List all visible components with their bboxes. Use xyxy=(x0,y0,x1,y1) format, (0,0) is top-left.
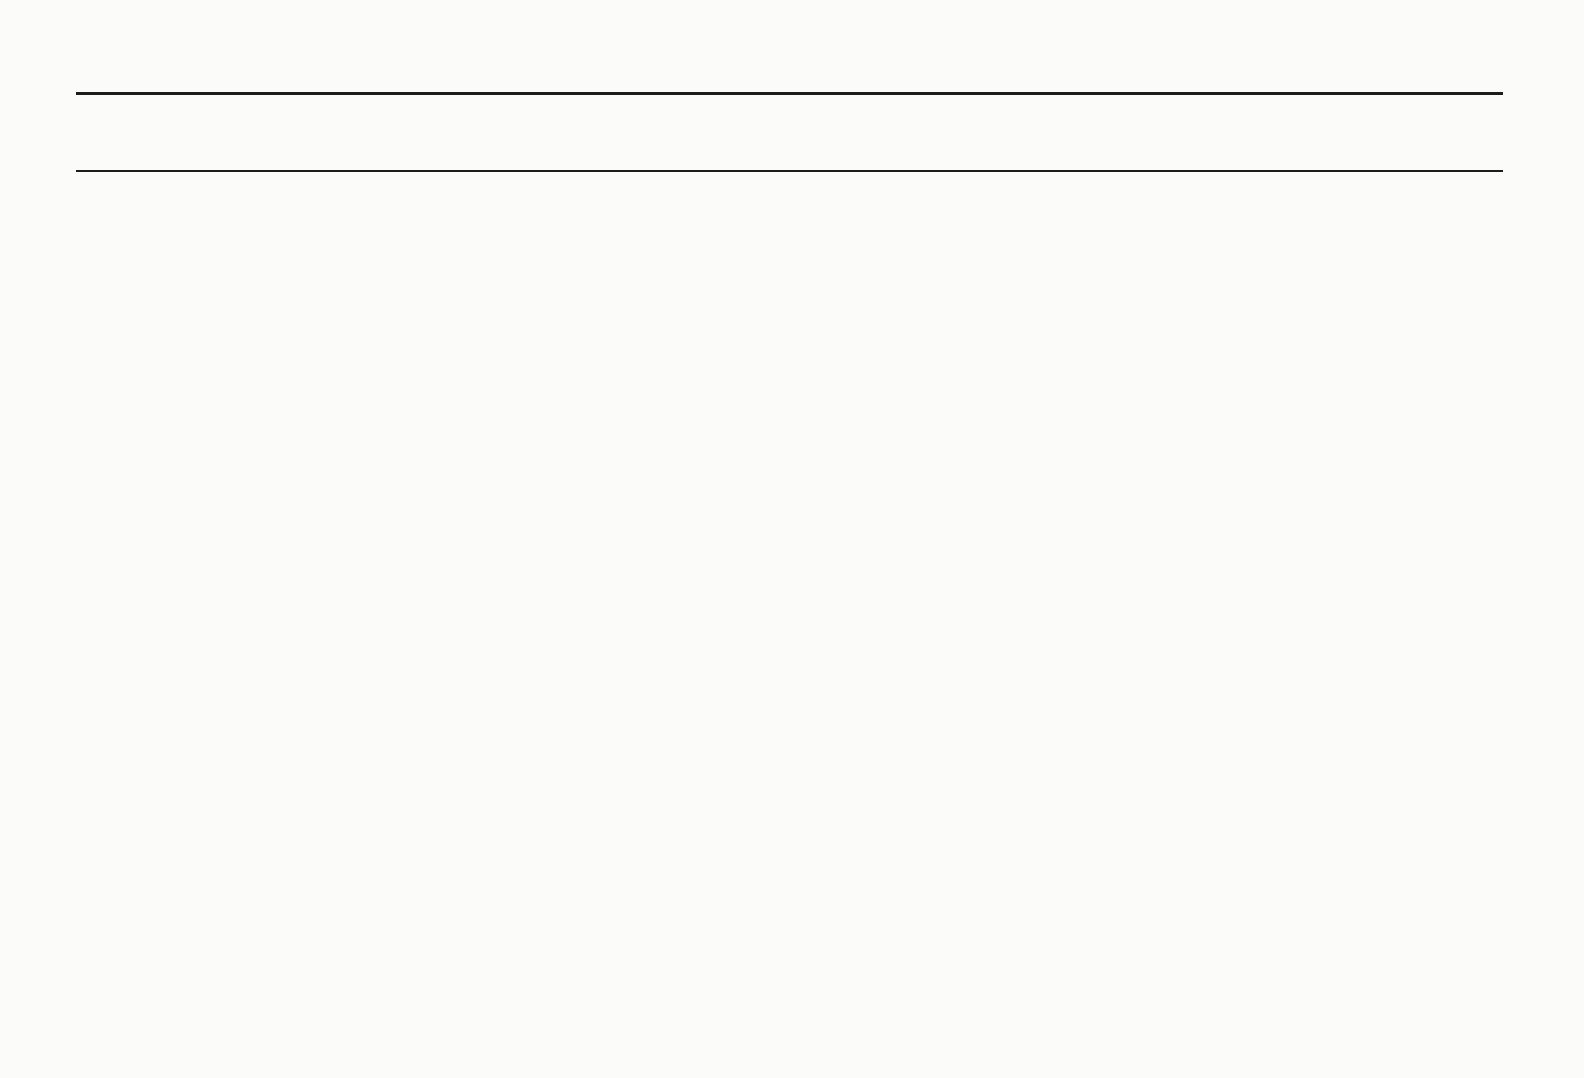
header-bottom-rule xyxy=(76,170,1503,172)
table-top-rule xyxy=(76,92,1503,95)
